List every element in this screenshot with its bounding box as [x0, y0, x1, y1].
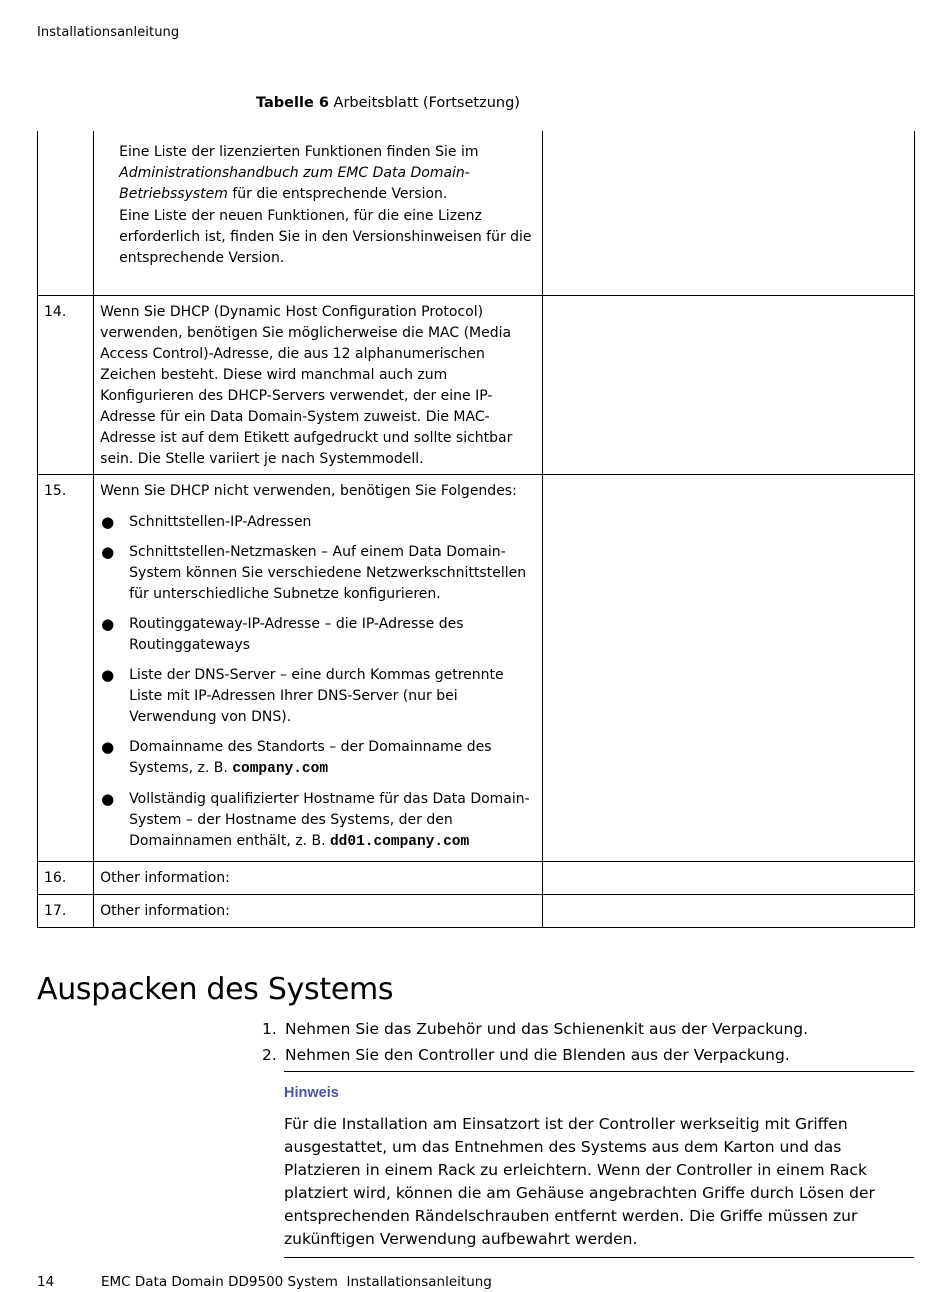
table-row — [38, 296, 915, 475]
table-caption-label: Tabelle 6 — [256, 95, 329, 111]
section-heading: Auspacken des Systems — [37, 972, 394, 1007]
note-title: Hinweis — [284, 1085, 339, 1101]
step-item: 2. Nehmen Sie den Controller und die Blenden aus der Verpackung. — [262, 1046, 790, 1064]
entry-cell — [542, 475, 914, 862]
bullet-icon: ● — [101, 738, 115, 756]
note-box — [284, 1071, 914, 1258]
list-item: ● Liste der DNS-Server – eine durch Kommas getrennte Liste mit IP-Adressen Ihrer DNS-Server (nur bei Verwendung von DNS). — [101, 666, 504, 725]
bullet-icon: ● — [101, 543, 115, 561]
entry-cell — [542, 131, 914, 296]
entry-cell — [542, 895, 914, 928]
step-item: 1. Nehmen Sie das Zubehör und das Schienenkit aus der Verpackung. — [262, 1020, 809, 1038]
table-row — [38, 475, 915, 862]
row-description: Wenn Sie DHCP (Dynamic Host Configuration Protocol) verwenden, benötigen Sie möglicherweise die MAC (Media Access Control)-Adresse, die aus 12 alphanumerischen Zeichen besteht. Diese wird manchmal auch zum Konfigurieren des DHCP-Servers verwendet, der eine IP-Adresse für ein Data Domain-System zuweist. Die MAC-Adresse ist auf dem Etikett aufgedruckt und sollte sichtbar sein. Die Stelle variiert je nach Systemmodell. — [100, 304, 513, 467]
running-header: Installationsanleitung — [37, 25, 180, 40]
row-number: 14. — [38, 296, 94, 475]
entry-cell — [542, 862, 914, 895]
table-caption-text: Arbeitsblatt (Fortsetzung) — [333, 95, 520, 111]
bullet-icon: ● — [101, 666, 115, 684]
list-item: ● Routinggateway-IP-Adresse – die IP-Adresse des Routinggateways — [101, 615, 464, 653]
page-number: 14 — [37, 1274, 55, 1290]
table-row — [38, 862, 915, 895]
new-features-text: Eine Liste der neuen Funktionen, für die eine Lizenz erforderlich ist, finden Sie in den Versionshinweisen für die entsprechende Version. — [119, 208, 532, 266]
list-item: ● Domainname des Standorts – der Domainname des Systems, z. B. company.com — [101, 738, 492, 777]
row-description: Other information: — [94, 895, 542, 928]
row-description: Wenn Sie DHCP nicht verwenden, benötigen Sie Folgendes: — [100, 483, 517, 499]
requirements-list — [100, 512, 535, 853]
continued-cell — [94, 131, 541, 283]
row-number: 17. — [38, 895, 94, 928]
bullet-icon: ● — [101, 513, 115, 531]
note-body: Für die Installation am Einsatzort ist der Controller werkseitig mit Griffen ausgestattet, um das Entnehmen des Systems aus dem Karton und das Platzieren in einem Rack zu erleichtern. Wenn der Controller in einem Rack platziert wird, können die am Gehäuse angebrachten Griffe durch Lösen der entsprechenden Rändelschrauben entfernt werden. Die Griffe müssen zur zukünftigen Verwendung aufbewahrt werden. — [284, 1115, 875, 1248]
entry-cell — [542, 296, 914, 475]
worksheet-table — [37, 131, 915, 928]
table-row — [38, 131, 915, 296]
list-item: ● Schnittstellen-Netzmasken – Auf einem Data Domain-System können Sie verschiedene Netzwerkschnittstellen für unterschiedliche Subnetze konfigurieren. — [101, 543, 527, 602]
table-caption — [256, 95, 520, 111]
list-item: ● Schnittstellen-IP-Adressen — [101, 513, 312, 531]
bullet-icon: ● — [101, 615, 115, 633]
list-item: ● Vollständig qualifizierter Hostname für das Data Domain-System – der Hostname des Systems, der den Domainnamen enthält, z. B. dd01.company.com — [101, 790, 530, 850]
steps-list — [262, 1020, 914, 1072]
example-domain: company.com — [232, 761, 329, 777]
row-description: Other information: — [94, 862, 542, 895]
page-footer — [37, 1274, 492, 1290]
footer-title: EMC Data Domain DD9500 System Installationsanleitung — [101, 1274, 492, 1290]
admin-guide-title: Administrationshandbuch zum EMC Data Domain-Betriebssystem — [119, 165, 470, 202]
licensed-features-text: Eine Liste der lizenzierten Funktionen finden Sie im Administrationshandbuch zum EMC Data Domain-Betriebssystem für die entsprechende Version. — [119, 144, 479, 202]
row-number: 16. — [38, 862, 94, 895]
bullet-icon: ● — [101, 790, 115, 808]
example-hostname: dd01.company.com — [329, 834, 470, 850]
table-row — [38, 895, 915, 928]
row-number: 15. — [38, 475, 94, 862]
